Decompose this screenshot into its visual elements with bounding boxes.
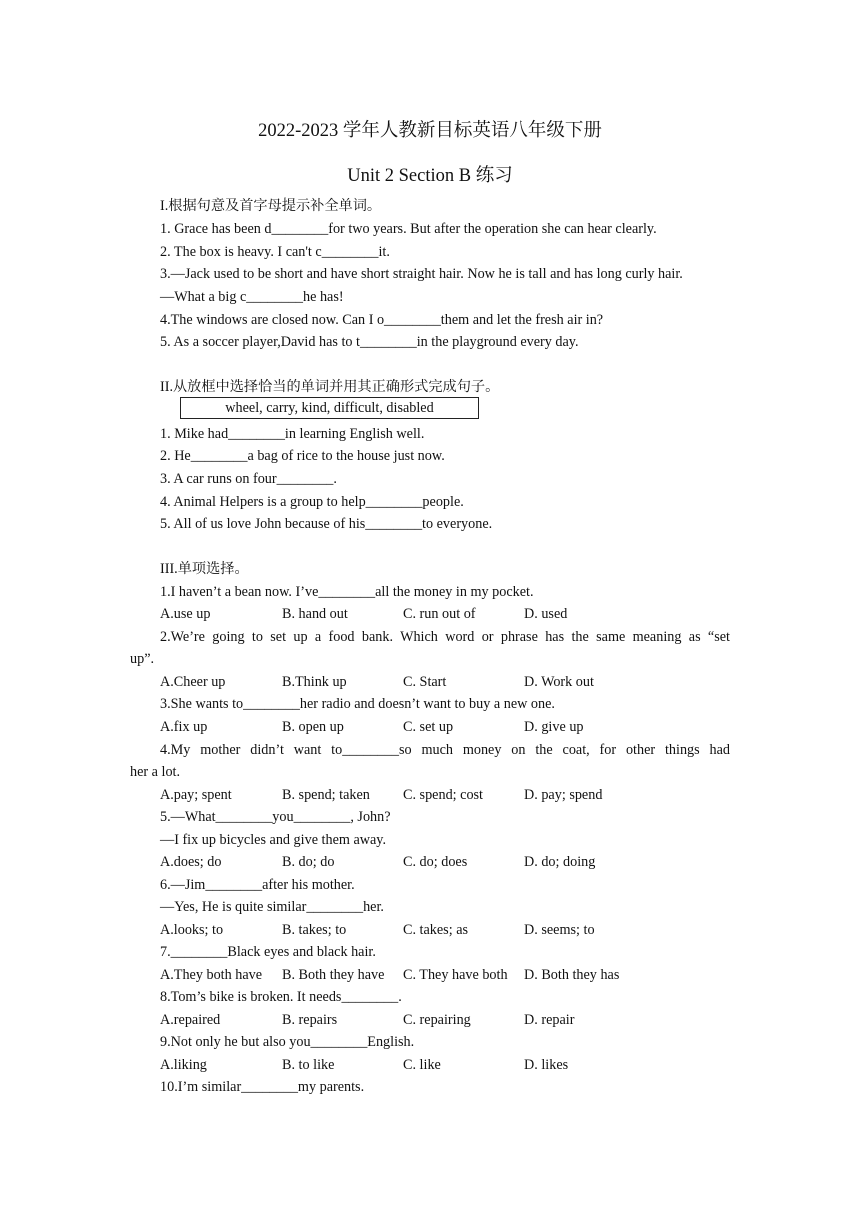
option-c: C. set up: [403, 719, 454, 735]
section-1-item: 1. Grace has been d________for two years. But after the operation she can hear clearly.: [160, 221, 657, 237]
section-2-item: 1. Mike had________in learning English well.: [160, 426, 425, 442]
question-stem-continued: up”.: [130, 651, 155, 667]
document-title: 2022-2023 学年人教新目标英语八年级下册: [258, 121, 602, 141]
section-1-item: 5. As a soccer player,David has to t________in the playground every day.: [160, 334, 579, 350]
option-d: D. repair: [524, 1012, 575, 1028]
section-2-item: 3. A car runs on four________.: [160, 471, 337, 487]
option-c: C. spend; cost: [403, 787, 483, 803]
option-b: B. repairs: [282, 1012, 338, 1028]
option-a: A.pay; spent: [160, 787, 232, 803]
option-a: A.repaired: [160, 1012, 221, 1028]
question-stem-reply: —Yes, He is quite similar________her.: [160, 899, 384, 915]
question-stem: 4.My mother didn’t want to________so much money on the coat, for other things had: [160, 742, 730, 758]
option-b: B.Think up: [282, 674, 347, 690]
question-stem: 9.Not only he but also you________English.: [160, 1034, 415, 1050]
option-d: D. do; doing: [524, 854, 596, 870]
option-b: B. do; do: [282, 854, 335, 870]
question-stem-continued: her a lot.: [130, 764, 181, 780]
section-3-heading: III.单项选择。: [160, 561, 249, 577]
section-2-item: 5. All of us love John because of his________to everyone.: [160, 516, 493, 532]
section-1-heading: I.根据句意及首字母提示补全单词。: [160, 198, 382, 214]
option-d: D. used: [524, 606, 568, 622]
section-1-item: 4.The windows are closed now. Can I o________them and let the fresh air in?: [160, 312, 604, 328]
option-b: B. takes; to: [282, 922, 347, 938]
option-a: A.looks; to: [160, 922, 224, 938]
option-c: C. like: [403, 1057, 441, 1073]
question-stem: 8.Tom’s bike is broken. It needs________.: [160, 989, 402, 1005]
option-d: D. seems; to: [524, 922, 595, 938]
option-b: B. Both they have: [282, 967, 385, 983]
question-stem: 1.I haven’t a bean now. I’ve________all the money in my pocket.: [160, 584, 534, 600]
option-d: D. likes: [524, 1057, 569, 1073]
section-1-item: 2. The box is heavy. I can't c________it.: [160, 244, 390, 260]
option-c: C. repairing: [403, 1012, 471, 1028]
option-a: A.fix up: [160, 719, 208, 735]
option-a: A.does; do: [160, 854, 222, 870]
word-bank-box: wheel, carry, kind, difficult, disabled: [180, 397, 479, 419]
option-b: B. to like: [282, 1057, 335, 1073]
option-a: A.Cheer up: [160, 674, 226, 690]
question-stem: 2.We’re going to set up a food bank. Which word or phrase has the same meaning as “set: [160, 629, 730, 645]
option-a: A.use up: [160, 606, 211, 622]
option-c: C. Start: [403, 674, 447, 690]
question-stem-reply: —I fix up bicycles and give them away.: [160, 832, 387, 848]
option-d: D. Both they has: [524, 967, 620, 983]
option-b: B. spend; taken: [282, 787, 370, 803]
section-1-item: 3.—Jack used to be short and have short straight hair. Now he is tall and has long curly hair.: [160, 266, 683, 282]
question-stem: 10.I’m similar________my parents.: [160, 1079, 365, 1095]
option-c: C. run out of: [403, 606, 476, 622]
section-2-item: 2. He________a bag of rice to the house just now.: [160, 448, 445, 464]
option-a: A.They both have: [160, 967, 263, 983]
option-c: C. They have both: [403, 967, 508, 983]
question-stem: 5.—What________you________, John?: [160, 809, 391, 825]
option-a: A.liking: [160, 1057, 207, 1073]
question-stem: 6.—Jim________after his mother.: [160, 877, 355, 893]
option-b: B. hand out: [282, 606, 348, 622]
section-2-item: 4. Animal Helpers is a group to help________people.: [160, 494, 464, 510]
option-b: B. open up: [282, 719, 344, 735]
option-c: C. do; does: [403, 854, 468, 870]
question-stem: 7.________Black eyes and black hair.: [160, 944, 376, 960]
section-1-item: —What a big c________he has!: [160, 289, 344, 305]
document-subtitle: Unit 2 Section B 练习: [347, 166, 513, 186]
option-d: D. pay; spend: [524, 787, 603, 803]
option-c: C. takes; as: [403, 922, 469, 938]
question-stem: 3.She wants to________her radio and doesn’t want to buy a new one.: [160, 696, 555, 712]
section-2-heading: II.从放框中选择恰当的单词并用其正确形式完成句子。: [160, 379, 500, 395]
option-d: D. Work out: [524, 674, 594, 690]
option-d: D. give up: [524, 719, 584, 735]
